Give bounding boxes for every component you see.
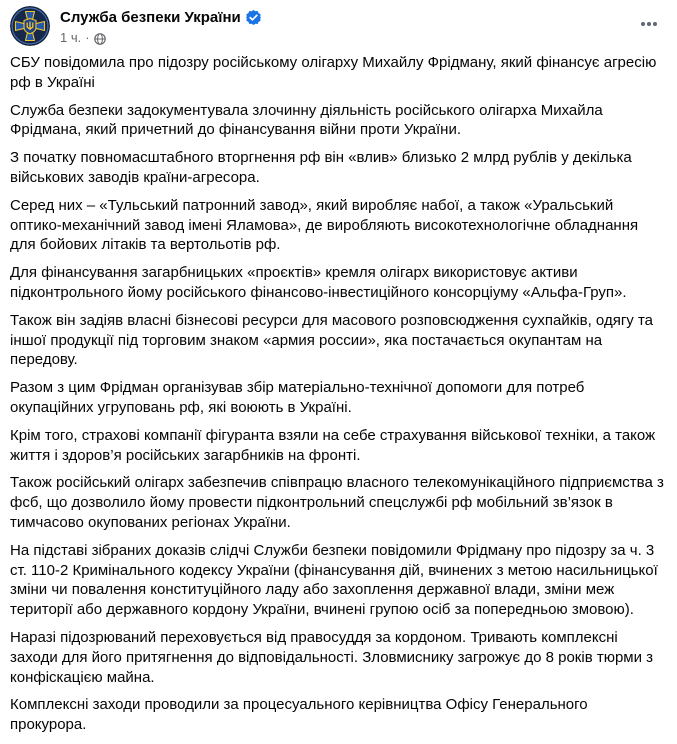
post-paragraph: Наразі підозрюваний переховується від правосуддя за кордоном. Тривають комплексні заходи для його притягнення до відповідальності. Зловмиснику загрожує до 8 років тюрми з конфіскацією майна. — [10, 628, 654, 686]
sbu-emblem-icon — [10, 6, 50, 46]
page-name-link[interactable]: Служба безпеки України — [60, 9, 241, 26]
header-text — [60, 6, 633, 46]
post-body — [0, 46, 677, 735]
timestamp-link[interactable]: 1 ч. — [60, 30, 82, 45]
page-avatar[interactable] — [10, 6, 50, 46]
post-paragraph: Комплексні заходи проводили за процесуального керівництва Офісу Генерального прокурора. — [10, 696, 588, 734]
more-horizontal-icon — [639, 14, 659, 34]
post-header — [0, 0, 677, 46]
verified-badge-icon — [246, 10, 261, 25]
post-paragraph: На підставі зібраних доказів слідчі Служби безпеки повідомили Фрідману про підозру за ч. 3 ст. 110-2 Кримінального кодексу України (фінансування дій, вчинених з метою насильницької зміни чи повалення конституційного ладу або захоплення державної влади, зміни меж території або державного кордону України, вчинені групою осіб за попередньою змовою). — [10, 541, 658, 619]
post-paragraph: Також російський олігарх забезпечив співпрацю власного телекомунікаційного підприємства з фсб, що дозволило йому провести підконтрольний спецслужбі рф мобільний зв’язок в тимчасово окупованих регіонах України. — [10, 474, 664, 531]
post-paragraph: Серед них – «Тульський патронний завод», який виробляє набої, а також «Уральський оптико-механічний завод імені Яламова», де виробляють високотехнологічне обладнання для бойових літаків та вертольотів рф. — [10, 196, 639, 254]
post-paragraph: СБУ повідомила про підозру російському олігарху Михайлу Фрідману, який фінансує агресію рф в Україні — [10, 54, 657, 91]
post-paragraph: З початку повномасштабного вторгнення рф він «влив» близько 2 млрд рублів у декілька військових заводів країни-агресора. — [10, 149, 632, 186]
post-paragraph: Служба безпеки задокументувала злочинну діяльність російського олігарха Михайла Фрідмана, який причетний до фінансування війни проти України. — [10, 101, 603, 139]
post-meta — [60, 30, 633, 46]
name-row — [60, 6, 633, 27]
post-paragraph: Для фінансування загарбницьких «проєктів» кремля олігарх використовує активи підконтрольного йому російського фінансово-інвестиційного консорціуму «Альфа-Груп». — [10, 264, 627, 301]
globe-public-icon — [94, 33, 106, 45]
meta-separator: · — [85, 30, 90, 45]
post-paragraph: Також він задіяв власні бізнесові ресурси для масового розповсюдження сухпайків, одягу та іншої продукції під торговим знаком «армия россии», яка постачається окупантам на передову. — [10, 311, 654, 369]
more-options-button[interactable] — [633, 8, 665, 40]
post-paragraph: Крім того, страхові компанії фігуранта взяли на себе страхування військової техніки, а також життя і здоров’я російських загарбників на фронті. — [10, 426, 656, 464]
post-paragraph: Разом з цим Фрідман організував збір матеріально-технічної допомоги для потреб окупаційних угруповань рф, які воюють в Україні. — [10, 379, 585, 416]
